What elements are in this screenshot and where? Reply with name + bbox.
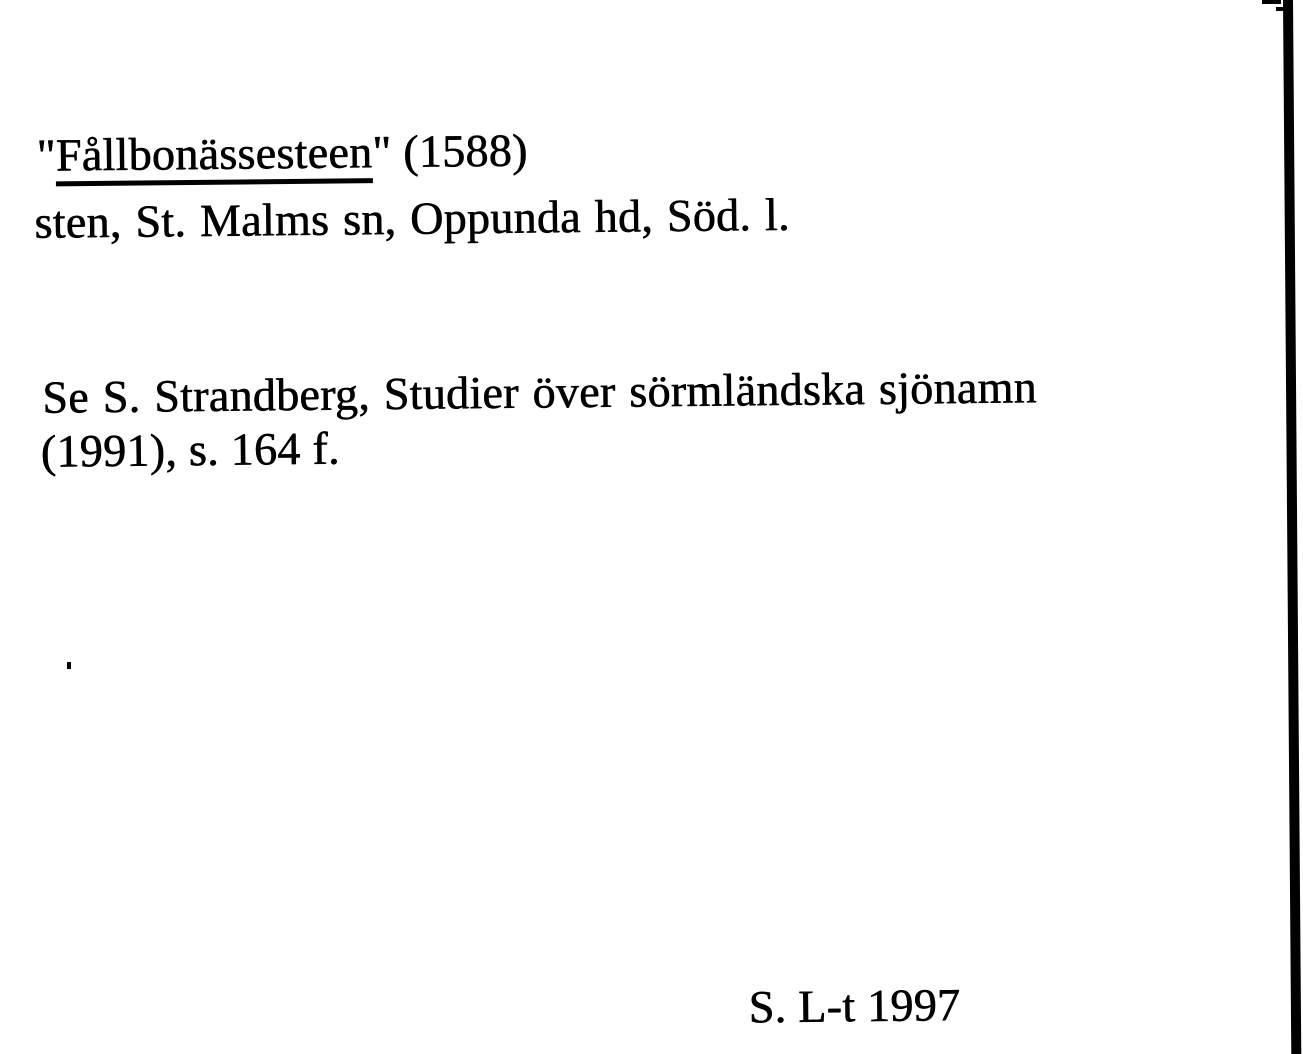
headword-line [36,124,528,181]
headword-year: " (1588) [371,124,528,178]
signature: S. L-t 1997 [748,979,961,1033]
scan-edge-notch [1262,0,1281,4]
scan-edge-hook [1276,7,1286,11]
ink-speck [67,662,71,669]
reference-line-2: (1991), s. 164 f. [40,422,340,477]
headword-open-quote: " [36,129,56,181]
reference-line-1: Se S. Strandberg, Studier över sörmländska sjönamn [41,361,1037,423]
headword-name: Fållbonässesteen [55,126,372,186]
location-line: sten, St. Malms sn, Oppunda hd, Söd. l. [34,188,790,248]
